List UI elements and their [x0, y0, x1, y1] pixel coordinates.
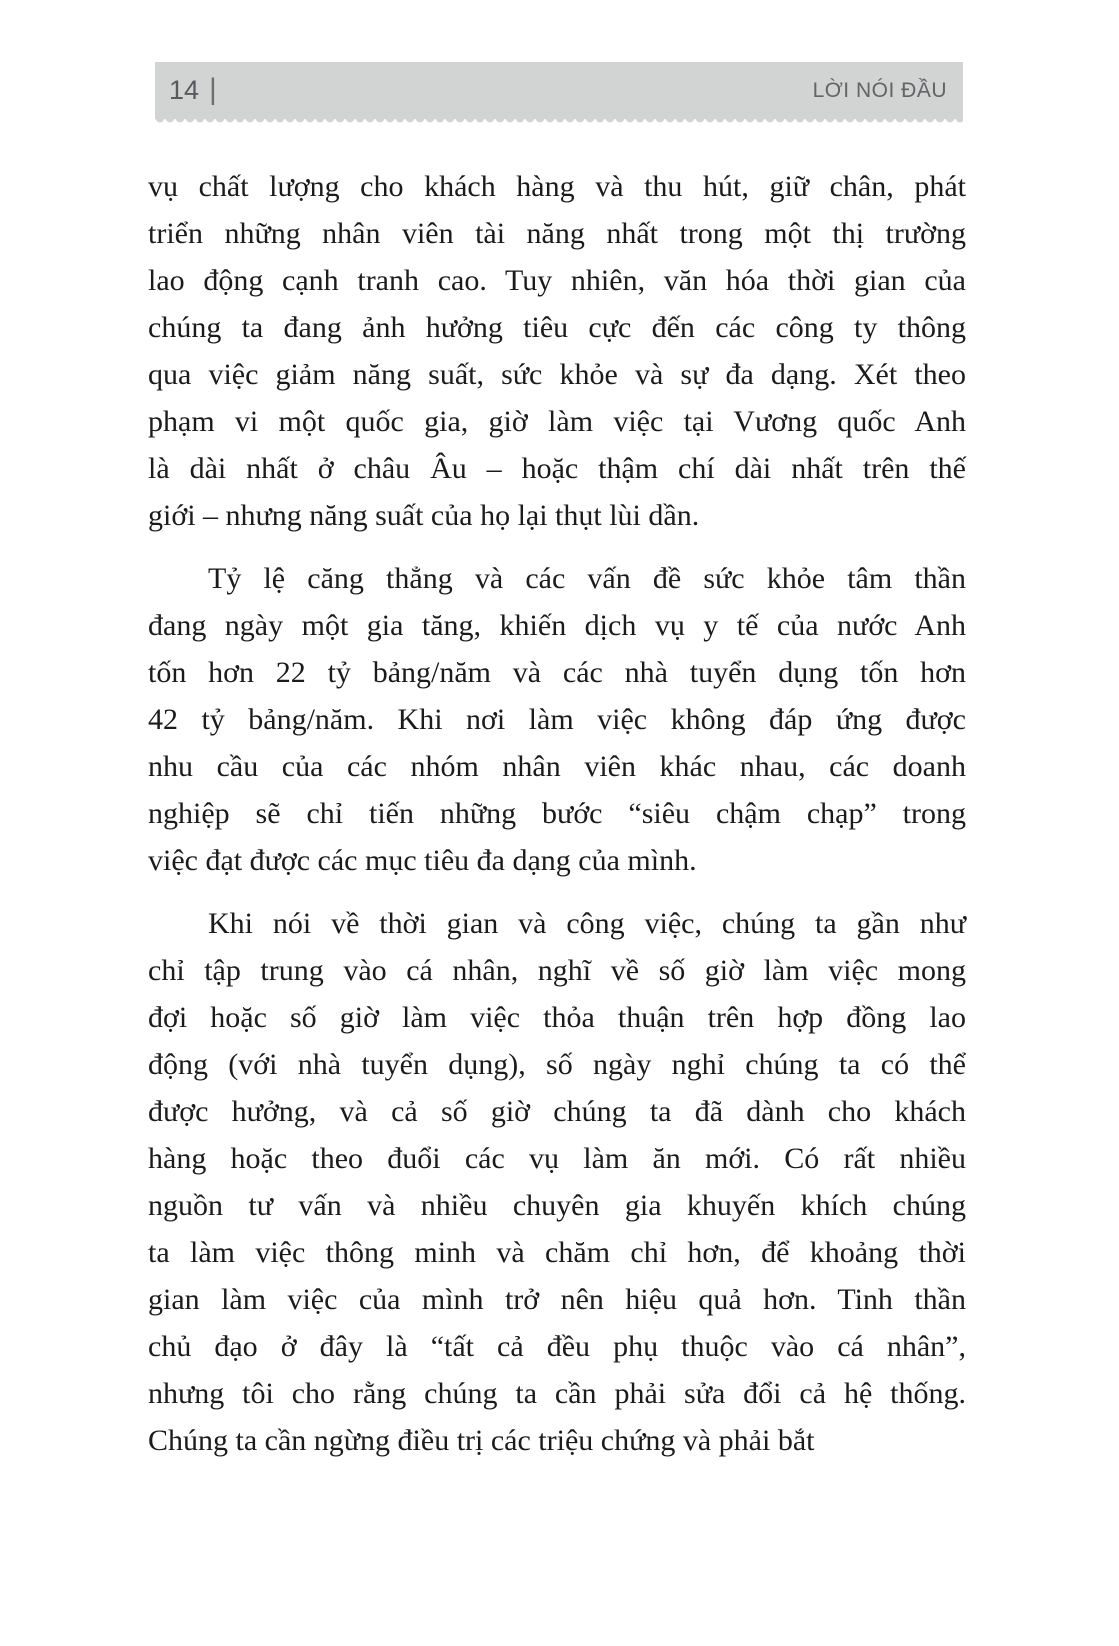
text-line: nguồn tư vấn và nhiều chuyên gia khuyến khích chúng — [148, 1189, 966, 1222]
text-line: động (với nhà tuyển dụng), số ngày nghỉ chúng ta có thể — [148, 1048, 966, 1081]
page-header-bar — [155, 62, 963, 119]
page-number-separator: | — [209, 72, 217, 106]
text-line: hàng hoặc theo đuổi các vụ làm ăn mới. Có rất nhiều — [148, 1142, 966, 1175]
text-line: chúng ta đang ảnh hưởng tiêu cực đến các công ty thông — [148, 311, 966, 344]
text-line: được hưởng, và cả số giờ chúng ta đã dành cho khách — [148, 1095, 966, 1128]
page-number: 14 — [169, 75, 200, 105]
text-line: chỉ tập trung vào cá nhân, nghĩ về số giờ làm việc mong — [148, 954, 966, 987]
text-line: vụ chất lượng cho khách hàng và thu hút, giữ chân, phát — [148, 170, 966, 203]
text-line: gian làm việc của mình trở nên hiệu quả hơn. Tinh thần — [148, 1283, 966, 1316]
text-line: 42 tỷ bảng/năm. Khi nơi làm việc không đáp ứng được — [148, 703, 966, 736]
paragraph — [148, 163, 966, 539]
text-line: ta làm việc thông minh và chăm chỉ hơn, để khoảng thời — [148, 1236, 966, 1269]
text-line: qua việc giảm năng suất, sức khỏe và sự đa dạng. Xét theo — [148, 358, 966, 391]
text-line: giới – nhưng năng suất của họ lại thụt lùi dần. — [148, 499, 700, 532]
section-title: LỜI NÓI ĐẦU — [812, 78, 947, 102]
paragraph — [148, 900, 966, 1464]
text-line: tốn hơn 22 tỷ bảng/năm và các nhà tuyển dụng tốn hơn — [148, 656, 966, 689]
text-line: là dài nhất ở châu Âu – hoặc thậm chí dài nhất trên thế — [148, 452, 966, 485]
page-body — [148, 163, 966, 1464]
text-line: việc đạt được các mục tiêu đa dạng của mình. — [148, 844, 697, 877]
paragraph — [148, 555, 966, 884]
text-line: nhưng tôi cho rằng chúng ta cần phải sửa đổi cả hệ thống. — [148, 1377, 966, 1410]
text-line: Chúng ta cần ngừng điều trị các triệu chứng và phải bắt — [148, 1424, 815, 1457]
text-line: phạm vi một quốc gia, giờ làm việc tại Vương quốc Anh — [148, 405, 966, 438]
page-number-group — [169, 74, 217, 108]
text-line: triển những nhân viên tài năng nhất trong một thị trường — [148, 217, 966, 250]
text-line: nghiệp sẽ chỉ tiến những bước “siêu chậm chạp” trong — [148, 797, 966, 830]
text-line: Khi nói về thời gian và công việc, chúng ta gần như — [208, 907, 966, 940]
text-line: nhu cầu của các nhóm nhân viên khác nhau, các doanh — [148, 750, 966, 783]
text-line: chủ đạo ở đây là “tất cả đều phụ thuộc vào cá nhân”, — [148, 1330, 966, 1363]
text-line: lao động cạnh tranh cao. Tuy nhiên, văn hóa thời gian của — [148, 264, 966, 297]
text-line: đang ngày một gia tăng, khiến dịch vụ y tế của nước Anh — [148, 609, 966, 642]
text-line: đợi hoặc số giờ làm việc thỏa thuận trên hợp đồng lao — [148, 1001, 966, 1034]
text-line: Tỷ lệ căng thẳng và các vấn đề sức khỏe tâm thần — [208, 562, 966, 595]
